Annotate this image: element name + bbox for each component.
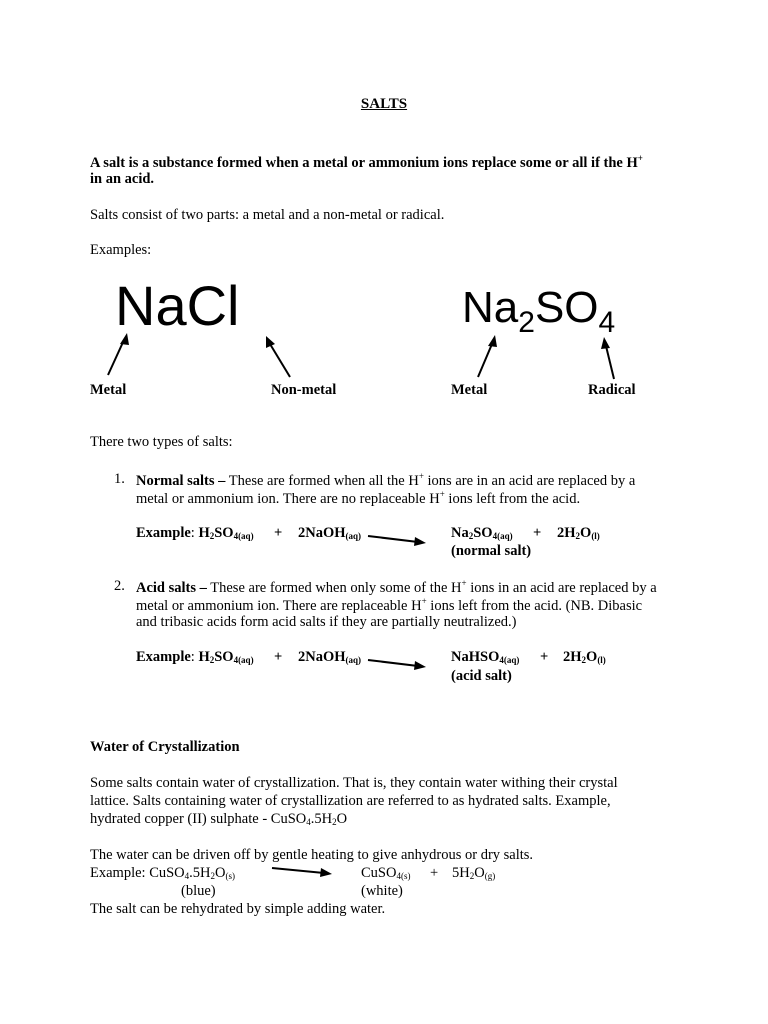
equation-2-note: (acid salt) xyxy=(451,668,512,684)
list-number-2: 2. xyxy=(114,578,125,594)
na2so4-formula: $Na_2SO_4$ xyxy=(462,283,616,339)
water-para-line-1: Some salts contain water of crystallization. That is, they contain water withing their crystal xyxy=(90,775,618,791)
types-intro: There two types of salts: xyxy=(90,434,233,450)
acid-salts-line-1: Acid salts – These are formed when only some of the H+ ions in an acid are replaced by a xyxy=(136,578,657,596)
label-radical: Radical xyxy=(588,382,636,398)
acid-salts-line-2: metal or ammonium ion. There are replaceable H+ ions left from the acid. (NB. Dibasic xyxy=(136,596,643,614)
equation-2-lhs: Example: $H_2SO_{4(aq)}$ xyxy=(136,649,254,665)
nonmetal-arrow-icon xyxy=(258,332,298,382)
water-para-line-2: lattice. Salts containing water of crystallization are referred to as hydrated salts. Example, xyxy=(90,793,611,809)
equation-2-naoh: 2NaOH$_{(aq)}$ xyxy=(298,649,362,665)
definition-line-1: A salt is a substance formed when a metal or ammonium ions replace some or all if the H+ xyxy=(90,153,643,171)
equation-1-naoh: 2NaOH$_{(aq)}$ xyxy=(298,525,362,541)
equation-1-product-1: $Na_2SO_{4(aq)}$ xyxy=(451,525,513,541)
normal-salts-line-1: Normal salts – These are formed when all the H+ ions are in an acid are replaced by a xyxy=(136,471,636,489)
radical-arrow-icon xyxy=(594,334,624,384)
metal-arrow-1-icon xyxy=(100,330,140,380)
acid-salts-line-3: and tribasic acids form acid salts if they are partially neutralized.) xyxy=(136,614,517,630)
nacl-formula: NaCl xyxy=(115,274,240,337)
equation-1-product-2: $2H_2O_{(l)}$ xyxy=(557,525,600,541)
water-equation-product-1: CuSO$_{4(s)}$ xyxy=(361,865,411,881)
water-equation-lhs: Example: $CuSO_4.5H_2O_{(s)}$ xyxy=(90,865,235,881)
equation-2-product-2: $2H_2O_{(l)}$ xyxy=(563,649,606,665)
water-equation-product-2: $5H_2O_{(g)}$ xyxy=(452,865,496,881)
metal-arrow-2-icon xyxy=(470,332,510,382)
equation-1-plus: + xyxy=(274,525,283,541)
reaction-arrow-3-icon xyxy=(270,864,334,880)
equation-2-plus-2: + xyxy=(540,649,549,665)
page-title: SALTS xyxy=(360,96,408,112)
reaction-arrow-1-icon xyxy=(366,532,428,548)
reaction-arrow-2-icon xyxy=(366,656,428,672)
label-metal-1: Metal xyxy=(90,382,127,398)
equation-1-plus-2: + xyxy=(533,525,542,541)
water-para-line-3: hydrated copper (II) sulphate - $CuSO_4.5H_2O$ xyxy=(90,811,348,827)
list-number-1: 1. xyxy=(114,471,125,487)
normal-salts-line-2: metal or ammonium ion. There are no replaceable H+ ions left from the acid. xyxy=(136,489,581,507)
water-equation-plus: + xyxy=(430,865,439,881)
label-non-metal: Non-metal xyxy=(271,382,337,398)
equation-1-note: (normal salt) xyxy=(451,543,532,559)
examples-label: Examples: xyxy=(90,242,152,258)
water-label-blue: (blue) xyxy=(181,883,216,899)
definition-line-2: in an acid. xyxy=(90,171,155,187)
equation-2-plus: + xyxy=(274,649,283,665)
equation-1-lhs: Example: $H_2SO_{4(aq)}$ xyxy=(136,525,254,541)
equation-2-product-1: NaHSO$_{4(aq)}$ xyxy=(451,649,520,665)
intro-text: Salts consist of two parts: a metal and a non-metal or radical. xyxy=(90,207,445,223)
water-para-line-5: The salt can be rehydrated by simple adding water. xyxy=(90,901,386,917)
label-metal-2: Metal xyxy=(451,382,488,398)
water-para-line-4: The water can be driven off by gentle heating to give anhydrous or dry salts. xyxy=(90,847,534,863)
section-heading-water: Water of Crystallization xyxy=(90,739,240,755)
water-label-white: (white) xyxy=(361,883,403,899)
